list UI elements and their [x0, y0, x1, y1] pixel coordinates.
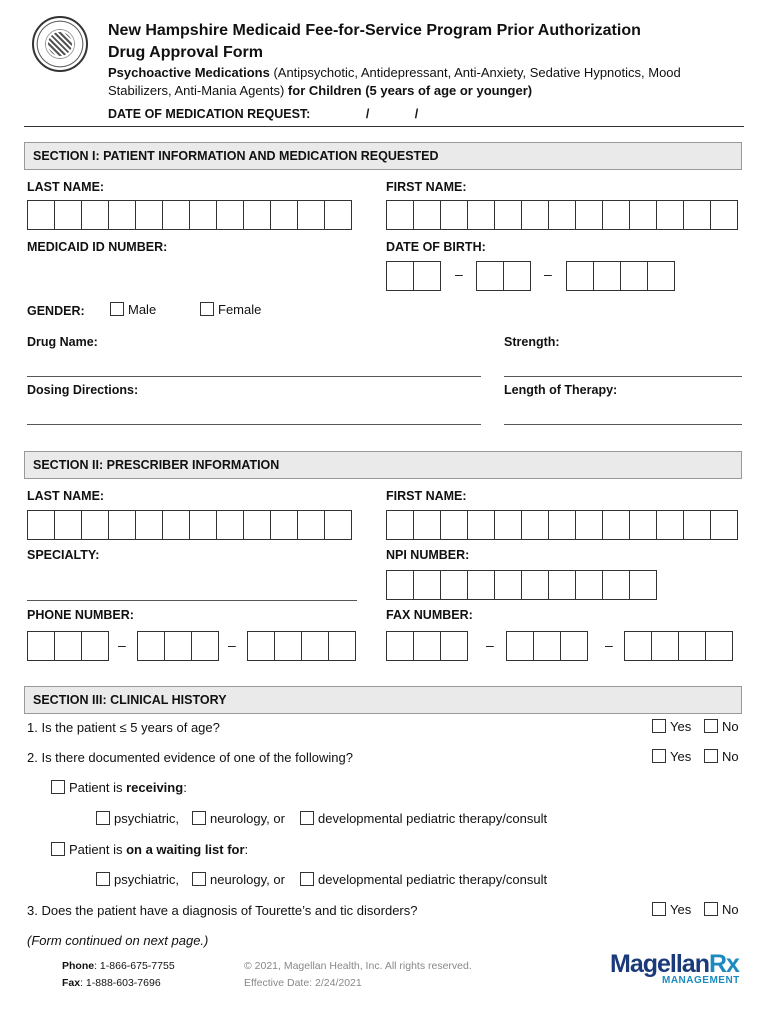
receiving-dev-checkbox[interactable] — [300, 811, 314, 825]
q3-yes-label: Yes — [670, 902, 692, 917]
dosing-directions-line[interactable] — [27, 424, 481, 425]
subtitle-bold-1: Psychoactive Medications — [108, 65, 270, 80]
q1-no-label: No — [722, 719, 739, 734]
phone-prefix-boxes[interactable] — [137, 631, 218, 661]
footer-phone-label: Phone — [62, 960, 95, 972]
date-separator-1: / — [365, 107, 370, 121]
dob-day-boxes[interactable] — [476, 261, 530, 291]
waiting-colon: : — [244, 842, 249, 857]
q1-no-checkbox[interactable] — [704, 719, 718, 733]
fax-area-boxes[interactable] — [386, 631, 467, 661]
receiving-checkbox[interactable] — [51, 780, 65, 794]
form-subtitle — [108, 64, 738, 100]
date-separator-2: / — [414, 107, 419, 121]
receiving-dev-label: developmental pediatric therapy/consult — [318, 811, 548, 826]
strength-line[interactable] — [504, 376, 742, 377]
medicaid-id-label: MEDICAID ID NUMBER: — [27, 240, 168, 254]
prescriber-last-name-label: LAST NAME: — [27, 489, 105, 503]
receiving-neuro-checkbox[interactable] — [192, 811, 206, 825]
date-of-request-label: DATE OF MEDICATION REQUEST: — [108, 107, 311, 121]
receiving-option[interactable] — [51, 780, 187, 795]
npi-boxes[interactable] — [386, 570, 656, 600]
subtitle-rest-1: (Antipsychotic, Antidepressant, Anti-Anxiety, Sedative Hypnotics, Mood — [269, 65, 681, 80]
waiting-neuro-option[interactable] — [192, 872, 285, 887]
waiting-neuro-label: neurology, or — [210, 872, 285, 887]
patient-last-name-boxes[interactable] — [27, 200, 351, 230]
prescriber-first-name-label: FIRST NAME: — [386, 489, 467, 503]
q2-yes-option[interactable] — [652, 749, 691, 764]
q2-no-label: No — [722, 749, 739, 764]
state-seal-logo — [32, 16, 88, 72]
dob-year-boxes[interactable] — [566, 261, 674, 291]
question-2: 2. Is there documented evidence of one of the following? — [27, 750, 353, 765]
phone-dash-2: – — [228, 637, 236, 653]
strength-label: Strength: — [504, 335, 560, 349]
receiving-neuro-option[interactable] — [192, 811, 285, 826]
footer-effective-date: Effective Date: 2/24/2021 — [244, 977, 362, 989]
receiving-neuro-label: neurology, or — [210, 811, 285, 826]
fax-dash-2: – — [605, 637, 613, 653]
gender-male-option[interactable] — [110, 302, 156, 317]
q2-yes-checkbox[interactable] — [652, 749, 666, 763]
specialty-line[interactable] — [27, 600, 357, 601]
form-title — [108, 20, 708, 64]
female-label: Female — [218, 302, 262, 317]
title-line-2: Drug Approval Form — [108, 44, 263, 61]
phone-line-boxes[interactable] — [247, 631, 355, 661]
drug-name-line[interactable] — [27, 376, 481, 377]
patient-first-name-boxes[interactable] — [386, 200, 737, 230]
subtitle-bold-2: for Children (5 years of age or younger) — [287, 83, 533, 98]
footer-fax-value: : 1-888-603-7696 — [80, 977, 161, 989]
receiving-dev-option[interactable] — [300, 811, 547, 826]
waiting-neuro-checkbox[interactable] — [192, 872, 206, 886]
waiting-dev-label: developmental pediatric therapy/consult — [318, 872, 548, 887]
prescriber-first-name-boxes[interactable] — [386, 510, 737, 540]
prescriber-last-name-boxes[interactable] — [27, 510, 351, 540]
dob-dash-2: – — [544, 266, 552, 282]
logo-magellan-text: Magellan — [610, 950, 709, 978]
question-1: 1. Is the patient ≤ 5 years of age? — [27, 720, 220, 735]
drug-name-label: Drug Name: — [27, 335, 98, 349]
subtitle-rest-2: Stabilizers, Anti-Mania Agents) — [108, 83, 288, 98]
q1-yes-label: Yes — [670, 719, 692, 734]
gender-female-option[interactable] — [200, 302, 261, 317]
logo-rx-text: Rx — [708, 950, 739, 978]
q2-yes-label: Yes — [670, 749, 692, 764]
form-continued-note: (Form continued on next page.) — [27, 933, 209, 948]
specialty-label: SPECIALTY: — [27, 548, 100, 562]
waiting-dev-option[interactable] — [300, 872, 547, 887]
section-1-header: SECTION I: PATIENT INFORMATION AND MEDICATION REQUESTED — [24, 142, 742, 170]
npi-label: NPI NUMBER: — [386, 548, 470, 562]
fax-label: FAX NUMBER: — [386, 608, 473, 622]
waiting-list-checkbox[interactable] — [51, 842, 65, 856]
receiving-prefix: Patient is — [69, 780, 127, 795]
waiting-psych-label: psychiatric, — [114, 872, 180, 887]
length-of-therapy-line[interactable] — [504, 424, 742, 425]
phone-dash-1: – — [118, 637, 126, 653]
waiting-prefix: Patient is — [69, 842, 127, 857]
dob-label: DATE OF BIRTH: — [386, 240, 486, 254]
receiving-psych-label: psychiatric, — [114, 811, 180, 826]
q3-yes-checkbox[interactable] — [652, 902, 666, 916]
footer-fax — [62, 977, 161, 989]
patient-first-name-label: FIRST NAME: — [386, 180, 467, 194]
phone-label: PHONE NUMBER: — [27, 608, 134, 622]
fax-line-boxes[interactable] — [624, 631, 732, 661]
receiving-bold: receiving — [126, 780, 184, 795]
dob-dash-1: – — [455, 266, 463, 282]
waiting-bold: on a waiting list for — [126, 842, 245, 857]
title-line-1: New Hampshire Medicaid Fee-for-Service Program Prior Authorization — [108, 22, 641, 39]
question-3: 3. Does the patient have a diagnosis of Tourette’s and tic disorders? — [27, 903, 418, 918]
date-of-request-row — [108, 107, 418, 121]
receiving-psych-option[interactable] — [96, 811, 179, 826]
footer-phone — [62, 960, 175, 972]
q2-no-checkbox[interactable] — [704, 749, 718, 763]
fax-prefix-boxes[interactable] — [506, 631, 587, 661]
q3-no-option[interactable] — [704, 902, 739, 917]
q3-no-label: No — [722, 902, 739, 917]
section-2-header: SECTION II: PRESCRIBER INFORMATION — [24, 451, 742, 479]
fax-dash-1: – — [486, 637, 494, 653]
footer-fax-label: Fax — [62, 977, 81, 989]
patient-last-name-label: LAST NAME: — [27, 180, 105, 194]
dosing-directions-label: Dosing Directions: — [27, 383, 139, 397]
q1-no-option[interactable] — [704, 719, 739, 734]
waiting-list-option[interactable] — [51, 842, 248, 857]
length-of-therapy-label: Length of Therapy: — [504, 383, 618, 397]
male-label: Male — [128, 302, 157, 317]
waiting-dev-checkbox[interactable] — [300, 872, 314, 886]
q2-no-option[interactable] — [704, 749, 739, 764]
header-divider — [24, 126, 744, 127]
q1-yes-option[interactable] — [652, 719, 691, 734]
receiving-psych-checkbox[interactable] — [96, 811, 110, 825]
waiting-psych-option[interactable] — [96, 872, 179, 887]
q3-yes-option[interactable] — [652, 902, 691, 917]
logo-management-text: MANAGEMENT — [662, 975, 740, 986]
q3-no-checkbox[interactable] — [704, 902, 718, 916]
gender-label: GENDER: — [27, 304, 85, 318]
footer-copyright: © 2021, Magellan Health, Inc. All rights reserved. — [244, 960, 472, 972]
q1-yes-checkbox[interactable] — [652, 719, 666, 733]
dob-month-boxes[interactable] — [386, 261, 440, 291]
magellan-rx-logo — [610, 950, 750, 994]
waiting-psych-checkbox[interactable] — [96, 872, 110, 886]
male-checkbox[interactable] — [110, 302, 124, 316]
section-3-header: SECTION III: CLINICAL HISTORY — [24, 686, 742, 714]
female-checkbox[interactable] — [200, 302, 214, 316]
footer-phone-value: : 1-866-675-7755 — [94, 960, 175, 972]
phone-area-boxes[interactable] — [27, 631, 108, 661]
receiving-colon: : — [183, 780, 187, 795]
